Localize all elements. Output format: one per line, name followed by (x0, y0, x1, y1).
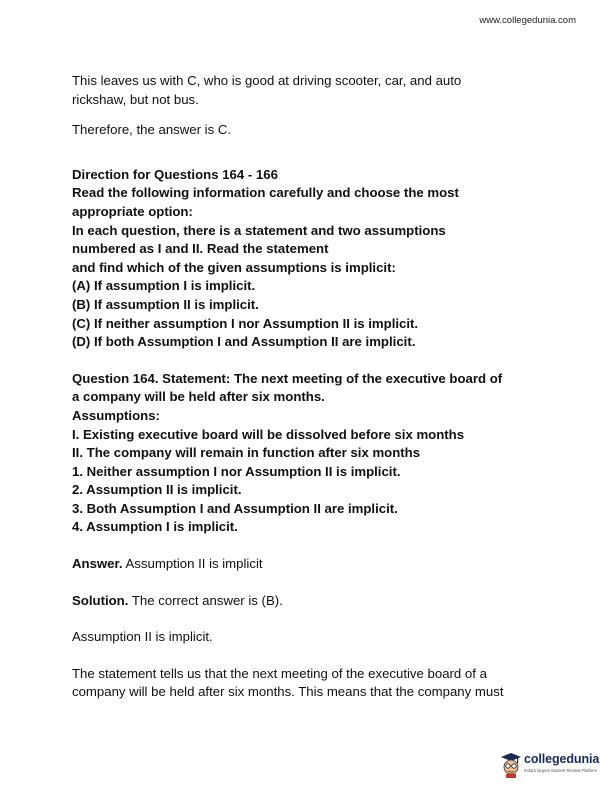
solution-line (72, 592, 552, 611)
assumption-2: II. The company will remain in function after six months (72, 445, 421, 461)
answer-line (72, 555, 552, 574)
logo-tagline: India's largest Student Review Platform (524, 768, 597, 773)
direction-block (72, 166, 552, 352)
solution-line-2: Assumption II is implicit. (72, 629, 213, 645)
assumptions-heading: Assumptions: (72, 407, 160, 423)
direction-line: appropriate option: (72, 203, 193, 219)
mascot-icon (500, 752, 522, 778)
choice-4: 4. Assumption I is implicit. (72, 519, 238, 535)
direction-line: and find which of the given assumptions is implicit: (72, 259, 396, 275)
collegedunia-logo (500, 749, 604, 781)
assumption-1: I. Existing executive board will be dissolved before six months (72, 426, 465, 442)
direction-line: Read the following information carefully and choose the most (72, 185, 459, 201)
option-d: (D) If both Assumption I and Assumption II are implicit. (72, 334, 416, 350)
intro-paragraph (72, 72, 552, 109)
solution-para-line: company will be held after six months. This means that the company must (72, 684, 504, 700)
direction-title: Direction for Questions 164 - 166 (72, 166, 278, 182)
site-url: www.collegedunia.com (479, 15, 576, 26)
solution-paragraph (72, 665, 552, 702)
direction-line: In each question, there is a statement and two assumptions (72, 222, 446, 238)
page-content (72, 72, 552, 702)
question-line: a company will be held after six months. (72, 389, 325, 405)
intro-line: This leaves us with C, who is good at driving scooter, car, and auto (72, 73, 462, 88)
choice-2: 2. Assumption II is implicit. (72, 482, 242, 498)
solution-text: The correct answer is (B). (128, 592, 283, 608)
choice-3: 3. Both Assumption I and Assumption II are implicit. (72, 500, 398, 516)
solution-label: Solution. (72, 592, 129, 608)
question-block (72, 370, 552, 537)
solution-para-line: The statement tells us that the next meeting of the executive board of a (72, 665, 487, 681)
choice-1: 1. Neither assumption I nor Assumption II is implicit. (72, 463, 401, 479)
option-b: (B) If assumption II is implicit. (72, 296, 259, 312)
direction-line: numbered as I and II. Read the statement (72, 241, 329, 257)
intro-conclusion: Therefore, the answer is C. (72, 122, 232, 138)
answer-text: Assumption II is implicit (122, 556, 263, 572)
option-a: (A) If assumption I is implicit. (72, 278, 256, 294)
question-title: Question 164. Statement: The next meeting of the executive board of (72, 370, 503, 386)
intro-line: rickshaw, but not bus. (72, 91, 199, 107)
logo-name: collegedunia (524, 752, 600, 766)
option-c: (C) If neither assumption I nor Assumption II is implicit. (72, 315, 419, 331)
answer-label: Answer. (72, 556, 123, 572)
